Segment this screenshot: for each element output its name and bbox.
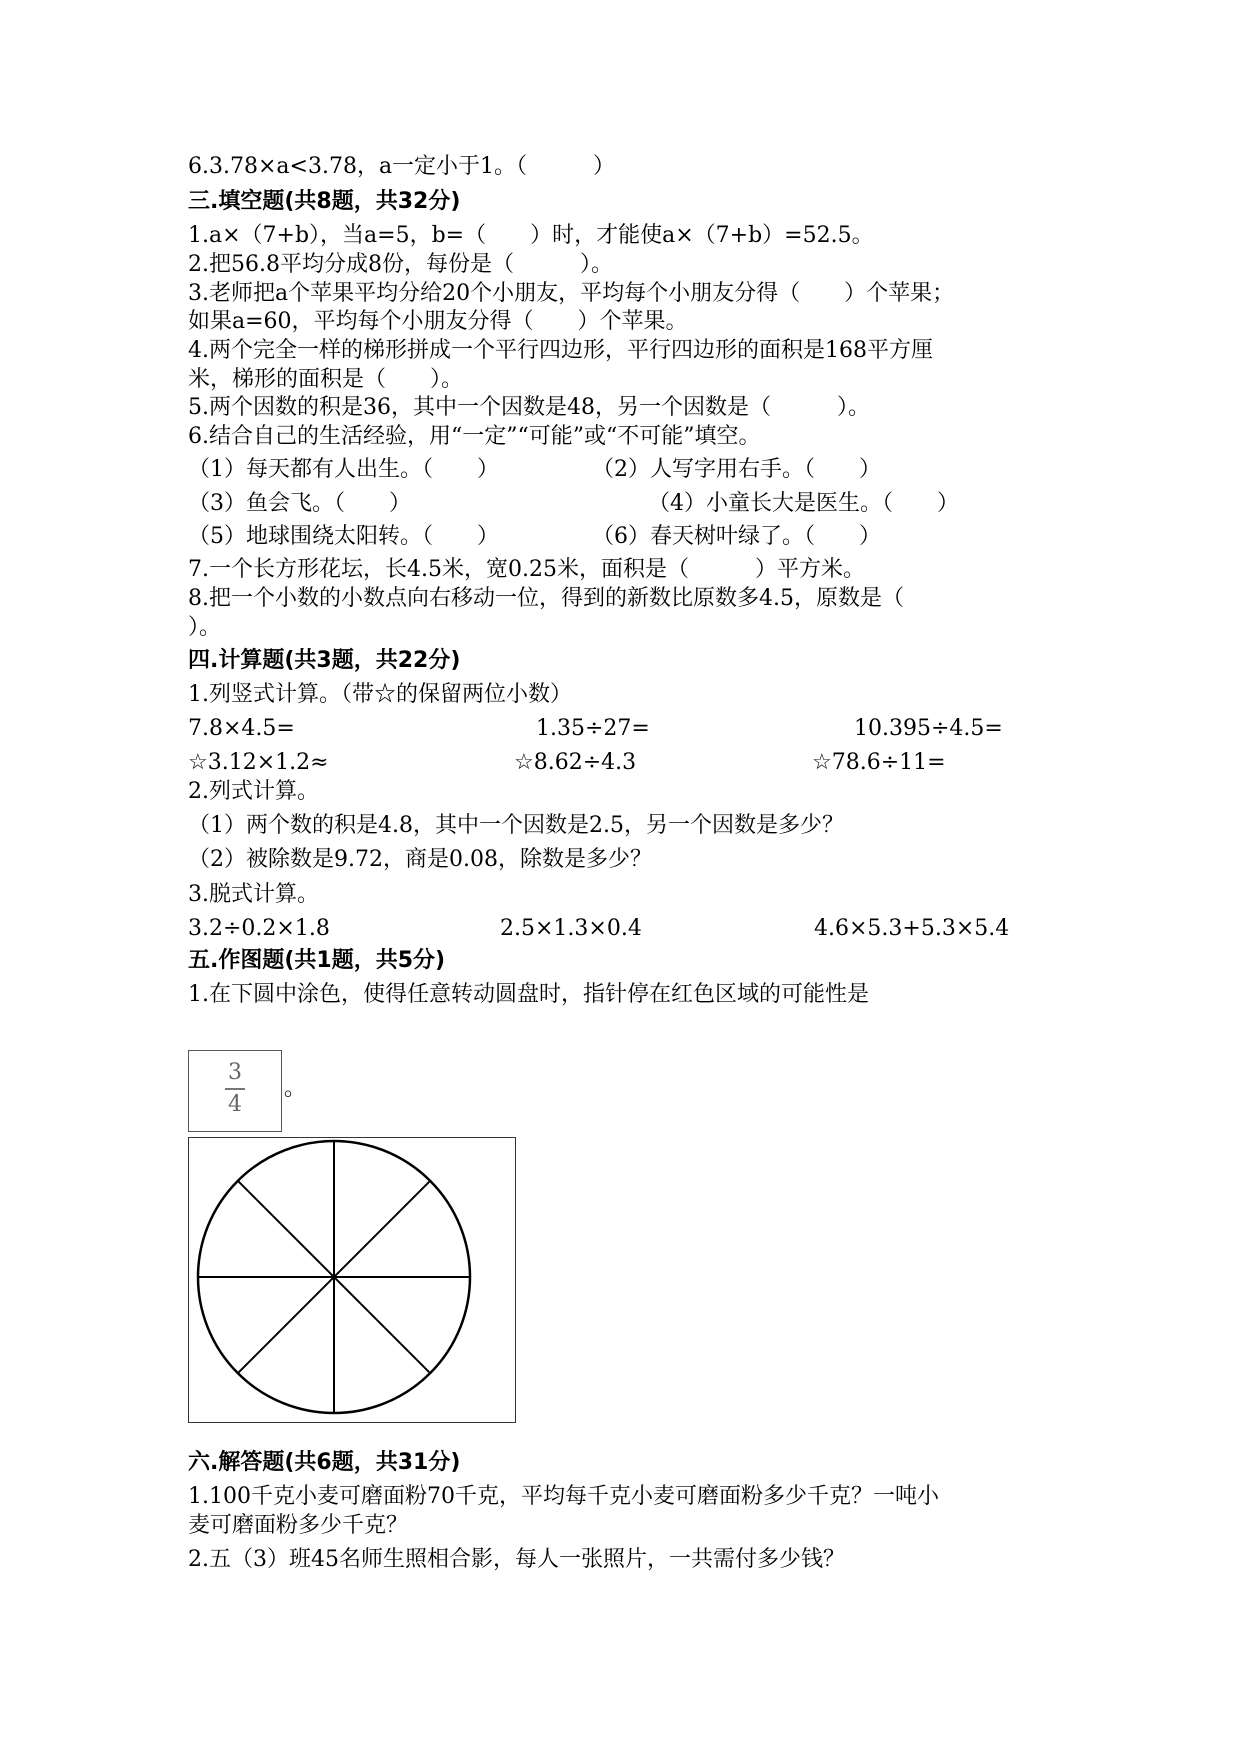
fraction-numerator: 3 bbox=[228, 1060, 242, 1085]
question-line: 6.结合自己的生活经验，用“一定”“可能”或“不可能”填空。 bbox=[188, 424, 761, 449]
fill-blank-item: （2）人写字用右手。（ ） bbox=[592, 457, 881, 482]
calculation-item: ☆3.12×1.2≈ bbox=[188, 750, 329, 775]
question-line: 8.把一个小数的小数点向右移动一位，得到的新数比原数多4.5，原数是（ bbox=[188, 586, 904, 611]
fill-blank-item: （4）小童长大是医生。（ ） bbox=[648, 491, 959, 516]
calculation-item: ☆8.62÷4.3 bbox=[514, 750, 637, 775]
question-line: 1.a×（7+b），当a=5，b=（ ）时，才能使a×（7+b）=52.5。 bbox=[188, 223, 874, 248]
calculation-item: 7.8×4.5= bbox=[188, 716, 295, 741]
fill-blank-item: （6）春天树叶绿了。（ ） bbox=[592, 524, 881, 549]
circle-divided-icon bbox=[189, 1138, 515, 1422]
fraction-bar bbox=[225, 1088, 245, 1090]
section-heading: 六.解答题(共6题，共31分) bbox=[188, 1450, 461, 1475]
question-line: 2.五（3）班45名师生照相合影，每人一张照片，一共需付多少钱？ bbox=[188, 1547, 845, 1572]
question-line: ）。 bbox=[188, 615, 222, 640]
question-line: 如果a=60，平均每个小朋友分得（ ）个苹果。 bbox=[188, 309, 688, 334]
fraction-three-quarters bbox=[225, 1059, 245, 1119]
fill-blank-item: （5）地球围绕太阳转。（ ） bbox=[188, 524, 499, 549]
calculation-item: 1.35÷27= bbox=[536, 716, 650, 741]
fraction-box bbox=[188, 1050, 282, 1132]
question-line: 6.3.78×a<3.78，a一定小于1。（ ） bbox=[188, 154, 616, 179]
fill-blank-item: （3）鱼会飞。（ ） bbox=[188, 491, 411, 516]
calculation-item: ☆78.6÷11= bbox=[812, 750, 946, 775]
question-line: 2.列式计算。 bbox=[188, 779, 319, 804]
fraction-denominator: 4 bbox=[228, 1092, 242, 1117]
question-line: （2）被除数是9.72，商是0.08，除数是多少？ bbox=[188, 847, 652, 872]
section-heading: 三.填空题(共8题，共32分) bbox=[188, 189, 461, 214]
section-heading: 五.作图题(共1题，共5分) bbox=[188, 948, 446, 973]
question-line: 1.在下圆中涂色，使得任意转动圆盘时，指针停在红色区域的可能性是 bbox=[188, 982, 869, 1007]
question-line: 麦可磨面粉多少千克？ bbox=[188, 1513, 409, 1538]
fraction-suffix: 。 bbox=[284, 1076, 307, 1101]
sector-lines bbox=[198, 1141, 470, 1413]
question-line: 1.列竖式计算。（带☆的保留两位小数） bbox=[188, 682, 572, 707]
calculation-item: 4.6×5.3+5.3×5.4 bbox=[814, 916, 1010, 941]
calculation-item: 10.395÷4.5= bbox=[854, 716, 1003, 741]
calculation-item: 3.2÷0.2×1.8 bbox=[188, 916, 330, 941]
calculation-item: 2.5×1.3×0.4 bbox=[500, 916, 642, 941]
question-line: 3.脱式计算。 bbox=[188, 882, 319, 907]
section-heading: 四.计算题(共3题，共22分) bbox=[188, 648, 461, 673]
fill-blank-item: （1）每天都有人出生。（ ） bbox=[188, 457, 499, 482]
question-line: 2.把56.8平均分成8份，每份是（ ）。 bbox=[188, 252, 613, 277]
question-line: 米，梯形的面积是（ ）。 bbox=[188, 367, 464, 392]
question-line: 5.两个因数的积是36，其中一个因数是48，另一个因数是（ ）。 bbox=[188, 395, 870, 420]
question-line: 4.两个完全一样的梯形拼成一个平行四边形，平行四边形的面积是168平方厘 bbox=[188, 338, 933, 363]
question-line: 3.老师把a个苹果平均分给20个小朋友，平均每个小朋友分得（ ）个苹果； bbox=[188, 281, 955, 306]
circle-diagram bbox=[188, 1137, 516, 1423]
question-line: 1.100千克小麦可磨面粉70千克，平均每千克小麦可磨面粉多少千克？一吨小 bbox=[188, 1484, 939, 1509]
question-line: （1）两个数的积是4.8，其中一个因数是2.5，另一个因数是多少？ bbox=[188, 813, 844, 838]
question-line: 7.一个长方形花坛，长4.5米，宽0.25米，面积是（ ）平方米。 bbox=[188, 557, 865, 582]
